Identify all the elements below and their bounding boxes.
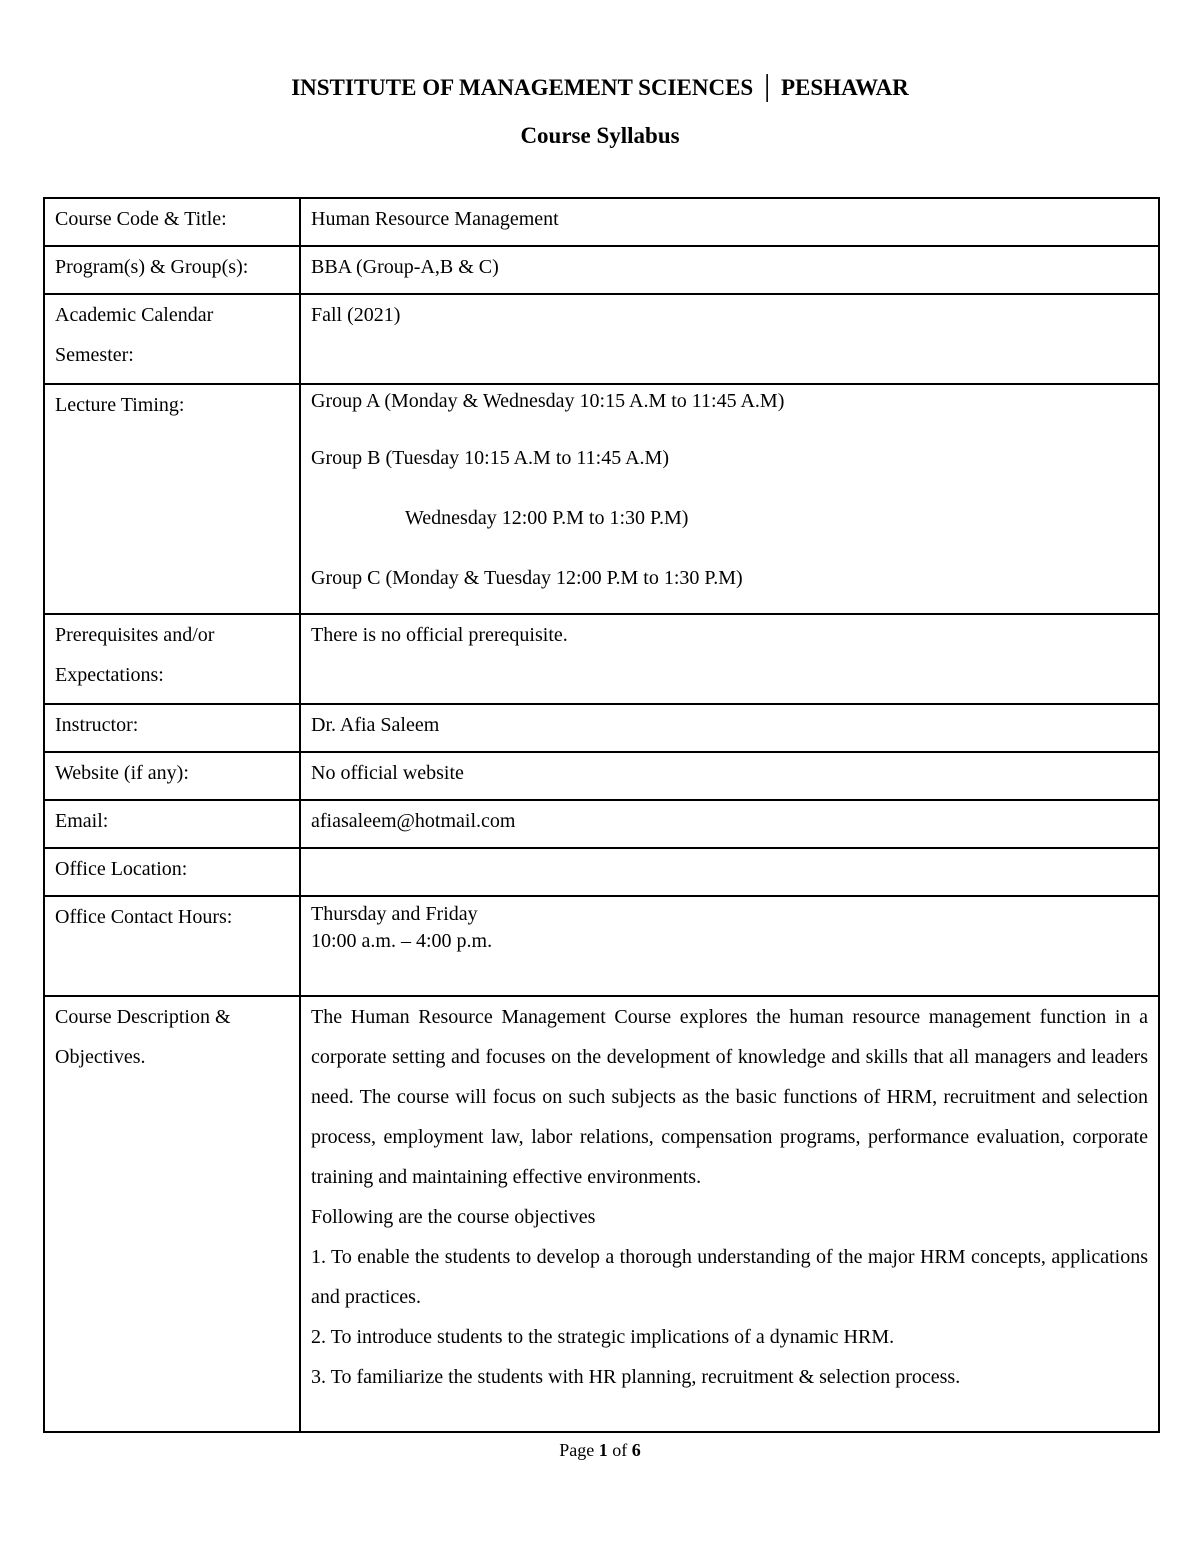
table-row-description (44, 996, 1159, 1432)
hours-line: Thursday and Friday (311, 903, 478, 925)
row-label-line: Academic Calendar (55, 304, 214, 326)
table-row-timing (44, 384, 1159, 614)
row-value: No official website (300, 752, 1159, 800)
row-value: BBA (Group-A,B & C) (300, 246, 1159, 294)
objective-item: 3. To familiarize the students with HR planning, recruitment & selection process. (311, 1366, 961, 1388)
of-word: of (612, 1440, 628, 1460)
row-label (44, 614, 300, 704)
institute-title: INSTITUTE OF MANAGEMENT SCIENCES │ PESHAWAR (291, 75, 909, 100)
table-row-semester (44, 294, 1159, 384)
timing-line-group-c: Group C (Monday & Tuesday 12:00 P.M to 1:30 P.M) (311, 567, 743, 589)
objectives-intro: Following are the course objectives (311, 1206, 596, 1228)
row-label-line: Objectives. (55, 1046, 146, 1068)
email-value: afiasaleem@hotmail.com (300, 800, 1159, 848)
table-row-email (44, 800, 1159, 848)
row-label-line: Course Description & (55, 1006, 231, 1028)
table-row-website (44, 752, 1159, 800)
row-value (300, 896, 1159, 996)
row-label: Course Code & Title: (44, 198, 300, 246)
row-label (44, 996, 300, 1432)
row-label (44, 294, 300, 384)
table-row-instructor (44, 704, 1159, 752)
objective-item: 1. To enable the students to develop a thorough understanding of the major HRM concepts, applications and practices. (311, 1246, 1148, 1308)
timing-line-group-b-second: Wednesday 12:00 P.M to 1:30 P.M) (405, 507, 689, 529)
table-row-office-location (44, 848, 1159, 896)
page-word: Page (559, 1440, 595, 1460)
row-value: There is no official prerequisite. (300, 614, 1159, 704)
timing-line-group-a: Group A (Monday & Wednesday 10:15 A.M to 11:45 A.M) (311, 390, 785, 412)
description-paragraph: The Human Resource Management Course explores the human resource management function in a corporate setting and focuses on the development of knowledge and skills that all managers and leaders need. The course will focus on such subjects as the basic functions of HRM, recruitment and selection process, employment law, labor relations, compensation programs, performance evaluation, corporate training and maintaining effective environments. (311, 1006, 1148, 1188)
row-label: Lecture Timing: (44, 384, 300, 614)
row-value (300, 384, 1159, 614)
row-label: Office Location: (44, 848, 300, 896)
table-row-office-hours (44, 896, 1159, 996)
row-value: Human Resource Management (300, 198, 1159, 246)
row-label-line: Prerequisites and/or (55, 624, 215, 646)
objective-item: 2. To introduce students to the strategic implications of a dynamic HRM. (311, 1326, 895, 1348)
row-label: Website (if any): (44, 752, 300, 800)
row-value: Dr. Afia Saleem (300, 704, 1159, 752)
row-label-line: Expectations: (55, 664, 164, 686)
syllabus-table (43, 197, 1160, 1433)
row-value (300, 996, 1159, 1432)
row-label: Program(s) & Group(s): (44, 246, 300, 294)
row-label-line: Semester: (55, 344, 134, 366)
row-value (300, 848, 1159, 896)
page-footer (0, 1438, 1200, 1462)
table-row-course (44, 198, 1159, 246)
row-value: Fall (2021) (300, 294, 1159, 384)
row-label: Office Contact Hours: (44, 896, 300, 996)
row-label: Email: (44, 800, 300, 848)
timing-line-group-b: Group B (Tuesday 10:15 A.M to 11:45 A.M) (311, 447, 669, 469)
table-row-prerequisites (44, 614, 1159, 704)
page-total: 6 (631, 1440, 641, 1460)
document-subtitle: Course Syllabus (520, 123, 680, 148)
table-row-program (44, 246, 1159, 294)
hours-line: 10:00 a.m. – 4:00 p.m. (311, 930, 493, 952)
row-label: Instructor: (44, 704, 300, 752)
page-current: 1 (598, 1440, 608, 1460)
